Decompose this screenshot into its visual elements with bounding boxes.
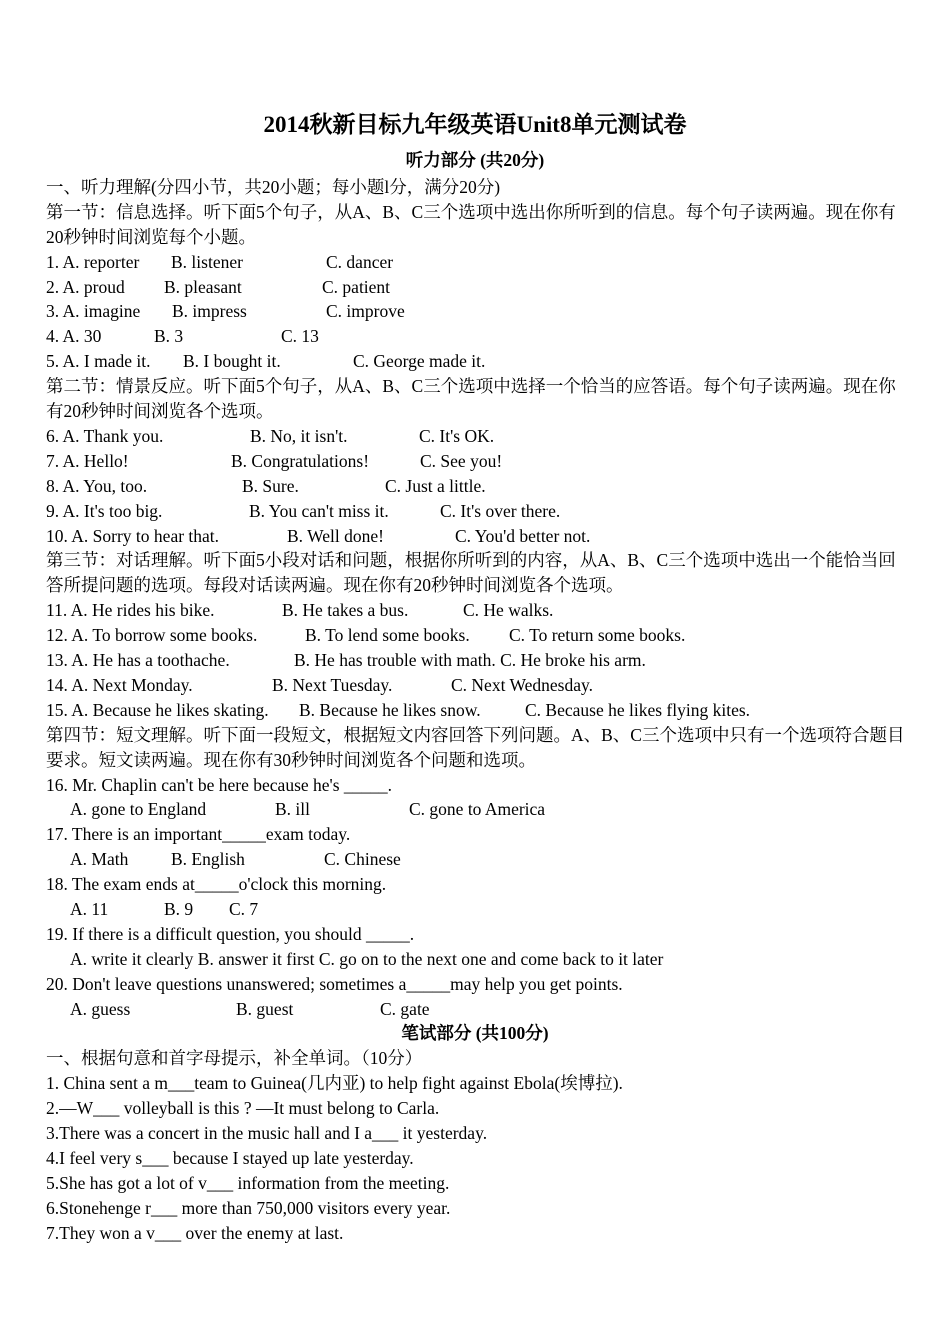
question-20: 20. Don't leave questions unanswered; sometimes a_____may help you get points. bbox=[46, 973, 623, 994]
question-3: 3. A. imagine B. impress C. improve bbox=[46, 301, 405, 322]
writing-item-5: 5.She has got a lot of v___ information from the meeting. bbox=[46, 1172, 450, 1193]
question-15: 15. A. Because he likes skating. B. Because he likes snow. C. Because he likes flying kites. bbox=[46, 699, 751, 720]
question-17-options: A. Math B. English C. Chinese bbox=[70, 849, 401, 870]
question-20-options: A. guess B. guest C. gate bbox=[70, 998, 430, 1019]
section-4-instructions: 第四节：短文理解。听下面一段短文，根据短文内容回答下列问题。A、B、C三个选项中只有一个选项符合题目要求。短文读两遍。现在你有30秒钟时间浏览各个问题和选项。 bbox=[46, 724, 905, 770]
question-10: 10. A. Sorry to hear that. B. Well done! C. You'd better not. bbox=[46, 525, 591, 546]
question-14: 14. A. Next Monday. B. Next Tuesday. C. Next Wednesday. bbox=[46, 674, 593, 695]
section-2-instructions: 第二节：情景反应。听下面5个句子，从A、B、C三个选项中选择一个恰当的应答语。每个句子读两遍。现在你有20秒钟时间浏览各个选项。 bbox=[46, 376, 896, 422]
question-1: 1. A. reporter B. listener C. dancer bbox=[46, 251, 394, 272]
question-4: 4. A. 30 B. 3 C. 13 bbox=[46, 326, 319, 347]
question-6: 6. A. Thank you. B. No, it isn't. C. It's OK. bbox=[46, 425, 495, 446]
question-13: 13. A. He has a toothache. B. He has trouble with math. C. He broke his arm. bbox=[46, 650, 646, 671]
listening-intro: 一、听力理解(分四小节，共20小题；每小题l分，满分20分) bbox=[46, 177, 501, 197]
section-3-instructions: 第三节：对话理解。听下面5小段对话和问题，根据你所听到的内容，从A、B、C三个选项中选出一个能恰当回答所提问题的选项。每段对话读两遍。现在你有20秒钟时间浏览各个选项。 bbox=[46, 550, 896, 596]
writing-item-3: 3.There was a concert in the music hall and I a___ it yesterday. bbox=[46, 1122, 488, 1143]
writing-item-7: 7.They won a v___ over the enemy at last. bbox=[46, 1222, 344, 1243]
question-18: 18. The exam ends at_____o'clock this morning. bbox=[46, 874, 387, 895]
question-5: 5. A. I made it. B. I bought it. C. George made it. bbox=[46, 351, 486, 372]
question-9: 9. A. It's too big. B. You can't miss it. C. It's over there. bbox=[46, 500, 561, 521]
question-11: 11. A. He rides his bike. B. He takes a bus. C. He walks. bbox=[46, 600, 554, 621]
question-19: 19. If there is a difficult question, you should _____. bbox=[46, 923, 415, 944]
listening-header: 听力部分 (共20分) bbox=[405, 150, 545, 170]
question-16: 16. Mr. Chaplin can't be here because he's _____. bbox=[46, 774, 393, 795]
section-1-instructions: 第一节：信息选择。听下面5个句子，从A、B、C三个选项中选出你所听到的信息。每个句子读两遍。现在你有20秒钟时间浏览每个小题。 bbox=[46, 201, 896, 247]
writing-item-1: 1. China sent a m___team to Guinea(几内亚) to help fight against Ebola(埃博拉). bbox=[46, 1073, 623, 1094]
exam-body bbox=[46, 175, 908, 1245]
question-7: 7. A. Hello! B. Congratulations! C. See you! bbox=[46, 450, 503, 471]
question-17: 17. There is an important_____exam today. bbox=[46, 824, 351, 845]
writing-item-2: 2.—W___ volleyball is this ? —It must belong to Carla. bbox=[46, 1098, 440, 1119]
question-19-options: A. write it clearly B. answer it first C. go on to the next one and come back to it later bbox=[70, 948, 664, 969]
page-title: 2014秋新目标九年级英语Unit8单元测试卷 bbox=[263, 112, 687, 137]
question-12: 12. A. To borrow some books. B. To lend some books. C. To return some books. bbox=[46, 625, 686, 646]
writing-intro: 一、根据句意和首字母提示，补全单词。（10分） bbox=[46, 1048, 423, 1069]
writing-item-6: 6.Stonehenge r___ more than 750,000 visitors every year. bbox=[46, 1197, 451, 1218]
question-2: 2. A. proud B. pleasant C. patient bbox=[46, 276, 391, 297]
question-18-options: A. 11 B. 9 C. 7 bbox=[70, 898, 259, 919]
question-8: 8. A. You, too. B. Sure. C. Just a little. bbox=[46, 475, 486, 496]
writing-item-4: 4.I feel very s___ because I stayed up late yesterday. bbox=[46, 1147, 414, 1168]
question-16-options: A. gone to England B. ill C. gone to America bbox=[70, 799, 546, 820]
writing-header: 笔试部分 (共100分) bbox=[401, 1023, 549, 1044]
